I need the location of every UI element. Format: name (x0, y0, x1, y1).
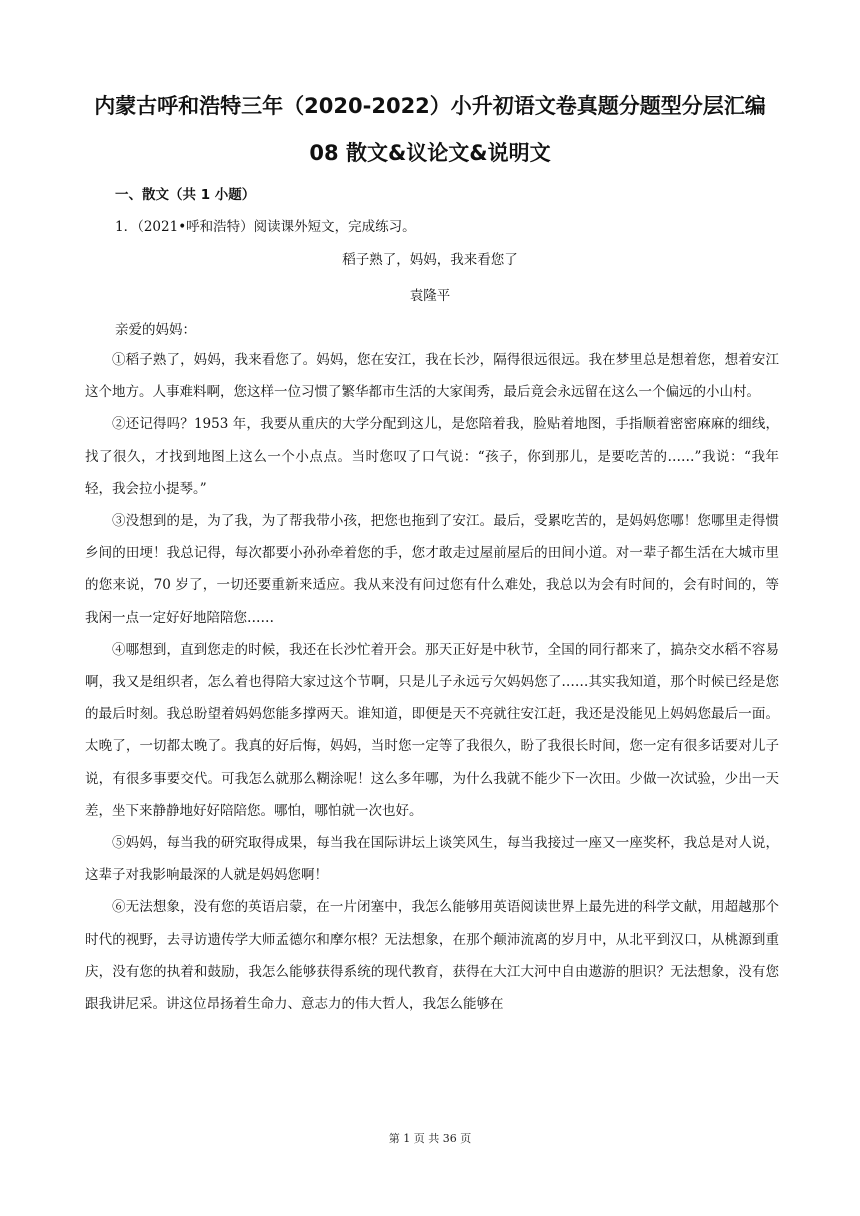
document-subtitle: 08 散文&议论文&说明文 (309, 141, 551, 165)
article-body (85, 344, 779, 1020)
paragraph-2: ②还记得吗？1953 年，我要从重庆的大学分配到这儿，是您陪着我，脸贴着地图，手指顺着密密麻麻的细线，找了很久，才找到地图上这么一个小点点。当时您叹了口气说：“孩子，你到那儿，是要吃苦的……”我说：“我年轻，我会拉小提琴。” (85, 416, 779, 497)
section-heading: 一、散文（共 1 小题） (115, 187, 256, 203)
question-intro: 1．（2021•呼和浩特）阅读课外短文，完成练习。 (115, 219, 416, 235)
letter-salutation: 亲爱的妈妈： (115, 322, 196, 338)
paragraph-1: ①稻子熟了，妈妈，我来看您了。妈妈，您在安江，我在长沙，隔得很远很远。我在梦里总是想着您，想着安江这个地方。人事难料啊，您这样一位习惯了繁华都市生活的大家闺秀，最后竟会永远留在这么一个偏远的小山村。 (85, 352, 779, 401)
article-title: 稻子熟了，妈妈，我来看您了 (342, 252, 518, 268)
article-author: 袁隆平 (409, 288, 451, 304)
paragraph-4: ④哪想到，直到您走的时候，我还在长沙忙着开会。那天正好是中秋节，全国的同行都来了，搞杂交水稻不容易啊，我又是组织者，怎么着也得陪大家过这个节啊，只是儿子永远亏欠妈妈您了……其实我知道，那个时候已经是您的最后时刻。我总盼望着妈妈您能多撑两天。谁知道，即便是天不亮就往安江赶，我还是没能见上妈妈您最后一面。太晚了，一切都太晚了。我真的好后悔，妈妈，当时您一定等了我很久，盼了我很长时间，您一定有很多话要对儿子说，有很多事要交代。可我怎么就那么糊涂呢！这么多年哪，为什么我就不能少下一次田。少做一次试验，少出一天差，坐下来静静地好好陪陪您。哪怕，哪怕就一次也好。 (85, 641, 779, 819)
document-title: 内蒙古呼和浩特三年（2020-2022）小升初语文卷真题分题型分层汇编 (94, 94, 766, 118)
page-footer: 第 1 页 共 36 页 (388, 1132, 472, 1145)
paragraph-5: ⑤妈妈，每当我的研究取得成果，每当我在国际讲坛上谈笑风生，每当我接过一座又一座奖杯，我总是对人说，这辈子对我影响最深的人就是妈妈您啊！ (85, 835, 779, 884)
paragraph-3: ③没想到的是，为了我，为了帮我带小孩，把您也拖到了安江。最后，受累吃苦的，是妈妈您哪！您哪里走得惯乡间的田埂！我总记得，每次都要小孙孙牵着您的手，您才敢走过屋前屋后的田间小道。对一辈子都生活在大城市里的您来说，70 岁了，一切还要重新来适应。我从来没有问过您有什么难处，我总以为会有时间的，会有时间的，等我闲一点一定好好地陪陪您…… (85, 513, 779, 626)
paragraph-6: ⑥无法想象，没有您的英语启蒙，在一片闭塞中，我怎么能够用英语阅读世界上最先进的科学文献，用超越那个时代的视野，去寻访遗传学大师孟德尔和摩尔根？无法想象，在那个颠沛流离的岁月中，从北平到汉口，从桃源到重庆，没有您的执着和鼓励，我怎么能够获得系统的现代教育，获得在大江大河中自由遨游的胆识？无法想象，没有您跟我讲尼采。讲这位昂扬着生命力、意志力的伟大哲人，我怎么能够在 (85, 899, 779, 1013)
